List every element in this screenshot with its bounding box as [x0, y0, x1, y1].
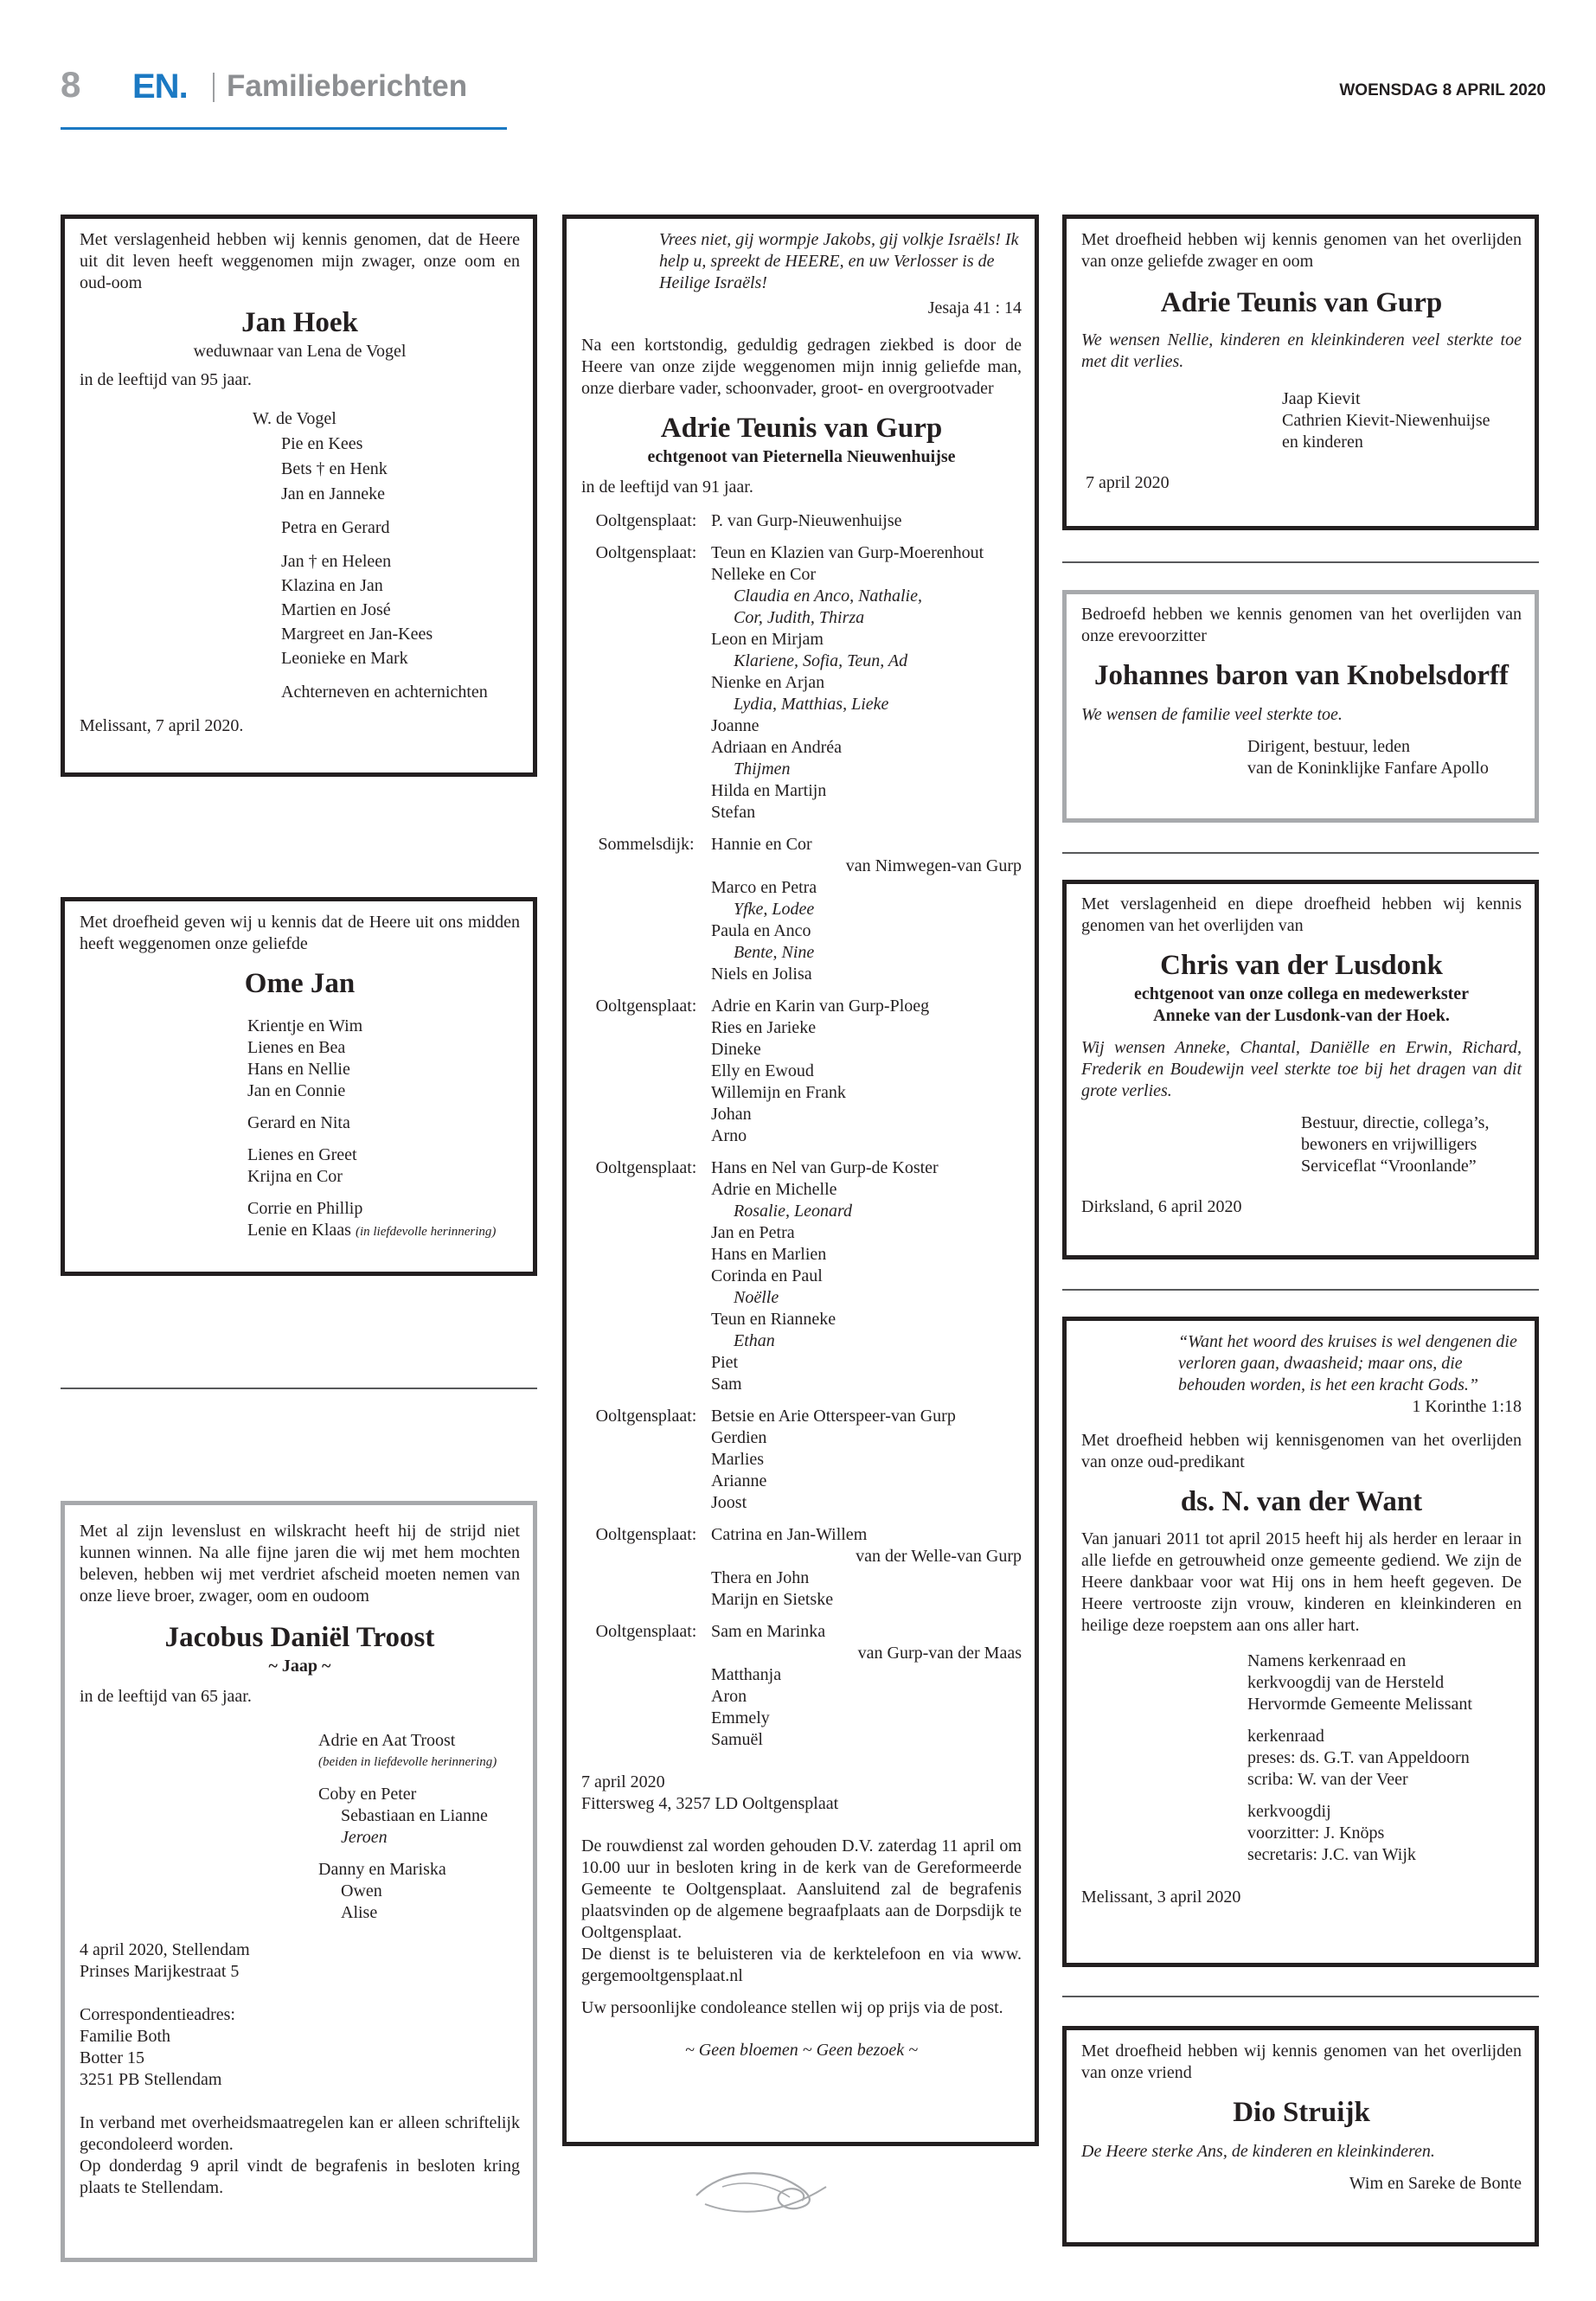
- family-member: Claudia en Anco, Nathalie,: [734, 586, 922, 606]
- family-member: Johan: [711, 1105, 752, 1124]
- deceased-name: Johannes baron van Knobelsdorff: [1094, 660, 1509, 691]
- funeral-info: De rouwdienst zal worden gehouden D.V. zaterdag 11 april om 10.00 uur in besloten kring in de kerk van de Gereformeerde Gemeente te Ooltgensplaat. Aansluitend zal de begrafenis plaatsvinden op de algemene begraafplaats aan de Dorpsdijk te Ooltgensplaat.: [581, 1836, 1022, 1942]
- deceased-subtitle: echtgenoot van onze collega en medewerkster: [1133, 984, 1470, 1003]
- notice-date: 7 april 2020: [581, 1772, 665, 1791]
- divider: [1062, 852, 1539, 854]
- signatory: Owen: [341, 1881, 382, 1900]
- family-member: Marco en Petra: [711, 878, 817, 897]
- family-member: van Nimwegen-van Gurp: [845, 856, 1022, 875]
- notice-place-date: Melissant, 7 april 2020.: [80, 716, 244, 735]
- family-group: [581, 542, 1022, 824]
- signatory: Wim en Sareke de Bonte: [1349, 2174, 1522, 2193]
- correspondence-line: Familie Both: [80, 2027, 170, 2046]
- page-number: 8: [61, 64, 81, 105]
- notice-intro: Met droefheid hebben wij kennisgenomen van het overlijden van onze oud-predikant: [1081, 1431, 1522, 1471]
- family-member: P. van Gurp-Nieuwenhuijse: [711, 511, 902, 530]
- signatory: Adrie en Aat Troost: [318, 1731, 456, 1750]
- family-member: Stefan: [711, 803, 756, 822]
- divider: [1062, 1289, 1539, 1291]
- notice-wish: Wij wensen Anneke, Chantal, Daniëlle en Erwin, Richard, Frederik en Boudewijn veel sterkte toe bij het dragen van dit grote verlies.: [1081, 1038, 1522, 1100]
- family-member: Arianne: [711, 1471, 767, 1490]
- signatory: kerkvoogdij: [1247, 1802, 1331, 1821]
- notice-note: In verband met overheidsmaatregelen kan er alleen schriftelijk gecondoleerd worden.: [80, 2113, 520, 2154]
- notice-jacobus-troost: [61, 1501, 537, 2262]
- correspondence-line: Botter 15: [80, 2048, 144, 2067]
- signatory: Martien en José: [281, 600, 391, 619]
- family-member: Sam en Marinka: [711, 1622, 826, 1641]
- signatory: Coby en Peter: [318, 1785, 417, 1804]
- family-group: [581, 1157, 1022, 1395]
- family-group: [581, 510, 1022, 532]
- notice-place-date: Melissant, 3 april 2020: [1081, 1888, 1241, 1907]
- notice-intro: Bedroefd hebben we kennis genomen van het overlijden van onze erevoorzitter: [1081, 605, 1522, 645]
- family-place: Ooltgensplaat:: [595, 511, 697, 530]
- signatory: Lienes en Bea: [247, 1038, 346, 1057]
- bible-reference: Jesaja 41 : 14: [927, 298, 1022, 317]
- notice-wish: We wensen de familie veel sterkte toe.: [1081, 705, 1343, 724]
- deceased-name: Dio Struijk: [1233, 2097, 1370, 2128]
- family-member: Gerdien: [711, 1428, 767, 1447]
- signatory: Danny en Mariska: [318, 1860, 446, 1879]
- family-member: Piet: [711, 1353, 739, 1372]
- signatory: Petra en Gerard: [281, 518, 390, 537]
- deceased-subtitle: weduwnaar van Lena de Vogel: [193, 342, 407, 361]
- deceased-subtitle: Anneke van der Lusdonk-van der Hoek.: [1153, 1006, 1450, 1025]
- family-member: Dineke: [711, 1040, 761, 1059]
- signatory: Jaap Kievit: [1282, 389, 1361, 408]
- notice-intro: Na een kortstondig, geduldig gedragen ziekbed is door de Heere van onze zijde weggenomen mijn innig geliefde man, onze dierbare vader, schoonvader, groot- en overgrootvader: [581, 336, 1022, 398]
- notice-note: Op donderdag 9 april vindt de begrafenis in besloten kring plaats te Stellendam.: [80, 2157, 520, 2197]
- notice-intro: Met verslagenheid hebben wij kennis genomen, dat de Heere uit dit leven heeft weggenomen mijn zwager, onze oom en oud-oom: [80, 230, 520, 292]
- signatory: Lienes en Greet: [247, 1145, 357, 1164]
- signatory: [247, 1220, 520, 1243]
- notice-intro: Met droefheid hebben wij kennis genomen van het overlijden van onze geliefde zwager en oom: [1081, 230, 1522, 271]
- family-member: Rosalie, Leonard: [734, 1202, 853, 1221]
- notice-chris-van-der-lusdonk: [1062, 880, 1539, 1259]
- signatory: kerkvoogdij van de Hersteld: [1247, 1673, 1445, 1692]
- signatories: [1081, 1112, 1522, 1177]
- deceased-age: in de leeftijd van 65 jaar.: [80, 1687, 252, 1706]
- deceased-name: Chris van der Lusdonk: [1160, 950, 1443, 981]
- notice-date: 7 april 2020: [1086, 473, 1170, 492]
- family-member: Marijn en Sietske: [711, 1590, 834, 1609]
- signatory: Margreet en Jan-Kees: [281, 625, 433, 644]
- family-member: Ries en Jarieke: [711, 1018, 817, 1037]
- notice-knobelsdorff: [1062, 590, 1539, 823]
- family-group: [581, 996, 1022, 1147]
- header-rule: [61, 127, 507, 130]
- notice-place-date: Dirksland, 6 april 2020: [1081, 1197, 1242, 1216]
- family-place: Ooltgensplaat:: [595, 543, 697, 562]
- family-member: Arno: [711, 1126, 747, 1145]
- notice-wish: De Heere sterke Ans, de kinderen en kleinkinderen.: [1081, 2142, 1435, 2161]
- signatory: Alise: [341, 1903, 378, 1922]
- deceased-age: in de leeftijd van 91 jaar.: [581, 478, 753, 497]
- family-member: Hannie en Cor: [711, 835, 812, 854]
- family-place: Sommelsdijk:: [598, 835, 695, 854]
- deceased-nickname: ~ Jaap ~: [268, 1657, 331, 1676]
- deceased-age: in de leeftijd van 95 jaar.: [80, 370, 252, 389]
- family-group: [581, 1621, 1022, 1751]
- signatory: Namens kerkenraad en: [1247, 1651, 1407, 1670]
- signatory: Bets † en Henk: [281, 459, 388, 478]
- family-member: Corinda en Paul: [711, 1266, 823, 1285]
- divider: [1062, 1996, 1539, 1997]
- signatories: [1081, 736, 1522, 779]
- no-flowers-note: ~ Geen bloemen ~ Geen bezoek ~: [684, 2041, 919, 2060]
- signatory: Gerard en Nita: [247, 1113, 350, 1132]
- signatory: Jeroen: [341, 1828, 388, 1847]
- signatories: [1081, 388, 1522, 453]
- family-member: Catrina en Jan-Willem: [711, 1525, 868, 1544]
- notice-jan-hoek: [61, 215, 537, 777]
- notice-text: Van januari 2011 tot april 2015 heeft hij als herder en leraar in alle liefde en getrouwheid onze gemeente gediend. We zijn de Heere dankbaar voor wat Hij ons in hem heeft gegeven. De Heere vertrooste zijn vrouw, kinderen en kleinkinderen en heilige deze roepstem aan ons aller hart.: [1081, 1529, 1522, 1635]
- memory-note: (in liefdevolle herinnering): [355, 1225, 497, 1239]
- signatory: Jan † en Heleen: [281, 552, 392, 571]
- family-member: Jan en Petra: [711, 1223, 795, 1242]
- signatory: Hans en Nellie: [247, 1060, 350, 1079]
- signatory: scriba: W. van der Veer: [1247, 1770, 1408, 1789]
- notice-adrie-van-gurp: [562, 215, 1039, 2146]
- notice-ds-van-der-want: [1062, 1317, 1539, 1967]
- signatory: kerkenraad: [1247, 1727, 1324, 1746]
- family-member: Emmely: [711, 1708, 770, 1727]
- signatory: Pie en Kees: [281, 434, 363, 453]
- signatory: Krijna en Cor: [247, 1167, 343, 1186]
- notice-intro: Met verslagenheid en diepe droefheid hebben wij kennis genomen van het overlijden van: [1081, 894, 1522, 935]
- family-member: Noëlle: [734, 1288, 779, 1307]
- correspondence-label: Correspondentieadres:: [80, 2005, 235, 2024]
- header-separator: [213, 73, 215, 102]
- deceased-name: ds. N. van der Want: [1180, 1486, 1423, 1517]
- family-group: [581, 1524, 1022, 1611]
- family-member: Marlies: [711, 1450, 765, 1469]
- condolence-info: Uw persoonlijke condoleance stellen wij op prijs via de post.: [581, 1998, 1003, 2017]
- deceased-name: Jan Hoek: [241, 307, 358, 338]
- family-member: Hans en Nel van Gurp-de Koster: [711, 1158, 939, 1177]
- family-group: [581, 834, 1022, 985]
- signatory: Sebastiaan en Lianne: [341, 1806, 488, 1825]
- signatories: [80, 408, 520, 703]
- family-member: Adrie en Karin van Gurp-Ploeg: [711, 997, 930, 1016]
- deceased-subtitle: echtgenoot van Pieternella Nieuwenhuijse: [647, 447, 956, 466]
- family-member: Klariene, Sofia, Teun, Ad: [734, 651, 908, 670]
- family-member: Adriaan en Andréa: [711, 738, 843, 757]
- family-member: Adrie en Michelle: [711, 1180, 837, 1199]
- notice-ome-jan: [61, 897, 537, 1276]
- signatory: Corrie en Phillip: [247, 1199, 363, 1218]
- issue-date: WOENSDAG 8 APRIL 2020: [1339, 81, 1546, 99]
- family-member: Thijmen: [734, 760, 791, 779]
- divider: [61, 1388, 537, 1389]
- family-member: Cor, Judith, Thirza: [734, 608, 865, 627]
- family-member: Ethan: [734, 1331, 775, 1350]
- family-member: Joost: [711, 1493, 747, 1512]
- ornament-icon: [688, 2152, 835, 2221]
- signatory: Achterneven en achternichten: [281, 683, 488, 702]
- signatory: Serviceflat “Vroonlande”: [1301, 1157, 1477, 1176]
- family-member: Matthanja: [711, 1665, 782, 1684]
- deceased-name: Adrie Teunis van Gurp: [1160, 287, 1443, 318]
- divider: [1062, 561, 1539, 563]
- signatory: bewoners en vrijwilligers: [1301, 1135, 1477, 1154]
- family-member: Leon en Mirjam: [711, 630, 824, 649]
- signatory: Cathrien Kievit-Niewenhuijse: [1282, 411, 1490, 430]
- notice-adrie-van-gurp-family: [1062, 215, 1539, 530]
- signatory: Jan en Connie: [247, 1081, 346, 1100]
- family-member: Samuël: [711, 1730, 763, 1749]
- signatory-name: Lenie en Klaas: [247, 1221, 351, 1240]
- deceased-name: Jacobus Daniël Troost: [164, 1622, 435, 1653]
- notice-address: Fittersweg 4, 3257 LD Ooltgensplaat: [581, 1794, 839, 1813]
- signatory: Jan en Janneke: [281, 484, 385, 503]
- memory-note: (beiden in liefdevolle herinnering): [318, 1755, 497, 1769]
- signatory: secretaris: J.C. van Wijk: [1247, 1845, 1416, 1864]
- bible-reference: 1 Korinthe 1:18: [1412, 1397, 1522, 1416]
- family-group: [581, 1406, 1022, 1514]
- family-member: Teun en Rianneke: [711, 1310, 836, 1329]
- correspondence-line: 3251 PB Stellendam: [80, 2070, 222, 2089]
- family-place: Ooltgensplaat:: [595, 997, 697, 1016]
- family-member: Joanne: [711, 716, 760, 735]
- signatory: voorzitter: J. Knöps: [1247, 1823, 1385, 1843]
- notice-dio-struijk: [1062, 2026, 1539, 2247]
- family-place: Ooltgensplaat:: [595, 1158, 697, 1177]
- family-member: Hilda en Martijn: [711, 781, 827, 800]
- signatory: Klazina en Jan: [281, 576, 383, 595]
- family-member: Nelleke en Cor: [711, 565, 817, 584]
- deceased-name: Adrie Teunis van Gurp: [660, 413, 943, 444]
- family-member: Lydia, Matthias, Lieke: [734, 695, 889, 714]
- family-member: Elly en Ewoud: [711, 1061, 814, 1080]
- signatory: W. de Vogel: [253, 409, 337, 428]
- family-place: Ooltgensplaat:: [595, 1407, 697, 1426]
- family-member: Sam: [711, 1375, 742, 1394]
- family-member: van der Welle-van Gurp: [856, 1547, 1022, 1566]
- signatory: Bestuur, directie, collega’s,: [1301, 1113, 1490, 1132]
- family-member: Hans en Marlien: [711, 1245, 827, 1264]
- family-member: Teun en Klazien van Gurp-Moerenhout: [711, 543, 984, 562]
- newspaper-logo: EN.: [132, 67, 188, 106]
- address: Prinses Marijkestraat 5: [80, 1962, 240, 1981]
- deceased-name: Ome Jan: [244, 968, 356, 999]
- notice-intro: Met al zijn levenslust en wilskracht heeft hij de strijd niet kunnen winnen. Na alle fijne jaren die wij met hem mochten beleven, hebben wij met verdriet afscheid moeten nemen van onze lieve broer, zwager, oom en oudoom: [80, 1522, 520, 1606]
- family-member: Yfke, Lodee: [734, 900, 815, 919]
- family-member: Willemijn en Frank: [711, 1083, 846, 1102]
- section-title: Familieberichten: [227, 69, 468, 103]
- signatory: en kinderen: [1282, 433, 1363, 452]
- family-member: Paula en Anco: [711, 921, 811, 940]
- signatory: Dirigent, bestuur, leden: [1247, 737, 1411, 756]
- notice-intro: Met droefheid hebben wij kennis genomen van het overlijden van onze vriend: [1081, 2041, 1522, 2082]
- place-date: 4 april 2020, Stellendam: [80, 1940, 250, 1959]
- signatory: Leonieke en Mark: [281, 649, 408, 668]
- family-member: Aron: [711, 1687, 747, 1706]
- family-member: Thera en John: [711, 1568, 810, 1587]
- family-member: Niels en Jolisa: [711, 965, 812, 984]
- family-place: Ooltgensplaat:: [595, 1525, 697, 1544]
- bible-verse: Vrees niet, gij wormpje Jakobs, gij volkje Israëls! Ik help u, spreekt de HEERE, en uw Verlosser is de Heilige Israëls!: [659, 230, 1019, 292]
- family-place: Ooltgensplaat:: [595, 1622, 697, 1641]
- family-member: Nienke en Arjan: [711, 673, 825, 692]
- signatory: Krientje en Wim: [247, 1016, 363, 1035]
- signatory: preses: ds. G.T. van Appeldoorn: [1247, 1748, 1470, 1767]
- family-member: van Gurp-van der Maas: [857, 1644, 1022, 1663]
- signatories: [1081, 1650, 1522, 1866]
- signatories: [80, 1730, 520, 1924]
- signatory: Hervormde Gemeente Melissant: [1247, 1695, 1472, 1714]
- signatory: van de Koninklijke Fanfare Apollo: [1247, 759, 1489, 778]
- broadcast-info: De dienst is te beluisteren via de kerktelefoon en via www. gergemooltgensplaat.nl: [581, 1945, 1022, 1985]
- notice-wish: We wensen Nellie, kinderen en kleinkinderen veel sterkte toe met dit verlies.: [1081, 330, 1522, 371]
- family-member: Betsie en Arie Otterspeer-van Gurp: [711, 1407, 956, 1426]
- signatories: [80, 1016, 520, 1243]
- family-member: Bente, Nine: [734, 943, 815, 962]
- notice-intro: Met droefheid geven wij u kennis dat de Heere uit ons midden heeft weggenomen onze geliefde: [80, 913, 520, 953]
- bible-verse: “Want het woord des kruises is wel dengenen die verloren gaan, dwaasheid; maar ons, die behouden worden, is het een kracht Gods.”: [1178, 1332, 1517, 1394]
